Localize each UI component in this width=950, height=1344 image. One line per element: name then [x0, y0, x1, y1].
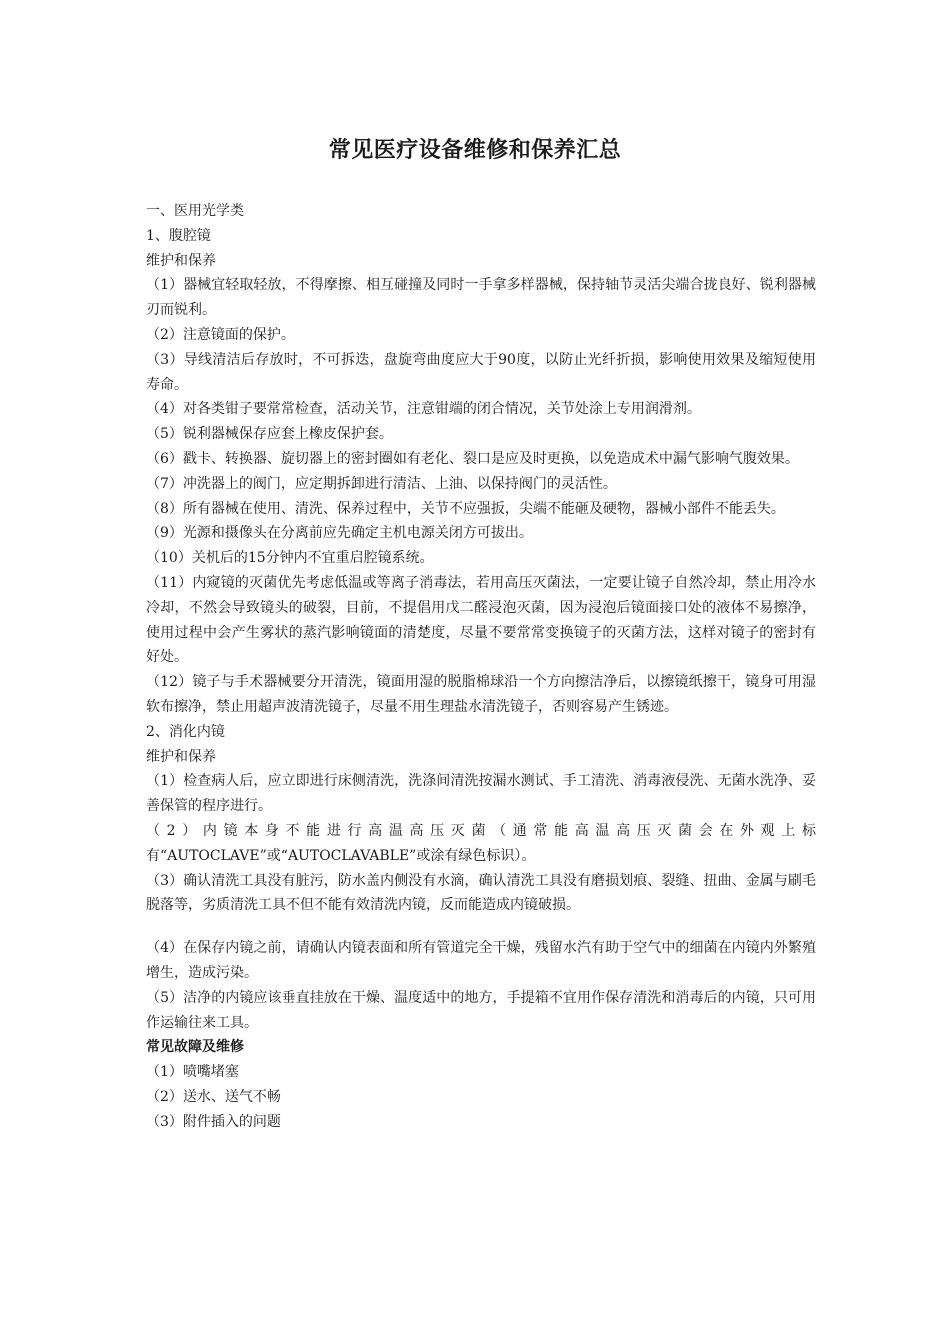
- document-title: 常见医疗设备维修和保养汇总: [328, 138, 622, 163]
- sub-heading: 维护和保养: [146, 252, 216, 269]
- list-item: （10）关机后的15分钟内不宜重启腔镜系统。: [146, 550, 434, 567]
- list-item: （6）戳卡、转换器、旋切器上的密封圈如有老化、裂口是应及时更换，以免造成术中漏气影响气腹效果。: [146, 450, 799, 467]
- list-item: （5）洁净的内镜应该垂直挂放在干燥、温度适中的地方，手提箱不宜用作保存清洗和消毒后的内镜，只可用作运输往来工具。: [146, 989, 816, 1031]
- item-heading: 2、消化内镜: [146, 723, 225, 740]
- list-item: （8）所有器械在使用、清洗、保养过程中，关节不应强扳，尖端不能砸及硬物，器械小部件不能丢失。: [146, 500, 785, 517]
- list-item: （3）附件插入的问题: [146, 1113, 281, 1130]
- list-item: （7）冲洗器上的阀门，应定期拆卸进行清洁、上油、以保持阀门的灵活性。: [146, 475, 617, 492]
- list-item: （3）导线清洁后存放时，不可拆迭，盘旋弯曲度应大于90度，以防止光纤折损，影响使用效果及缩短使用寿命。: [146, 351, 816, 393]
- list-item: （1）喷嘴堵塞: [146, 1064, 239, 1081]
- sub-heading: 维护和保养: [146, 748, 216, 765]
- item-heading: 1、腹腔镜: [146, 227, 211, 244]
- list-item: （12）镜子与手术器械要分开清洗，镜面用湿的脱脂棉球沿一个方向擦洁净后，以擦镜纸擦干，镜身可用湿软布擦净，禁止用超声波清洗镜子，尽量不用生理盐水清洗镜子，否则容易产生锈迹。: [146, 674, 816, 715]
- section-heading: 一、医用光学类: [146, 203, 244, 219]
- list-item: （1）检查病人后，应立即进行床侧清洗，洗涤间清洗按漏水测试、手工清洗、消毒液侵洗、无菌水洗净、妥善保管的程序进行。: [146, 773, 816, 815]
- list-item: （2）内镜本身不能进行高温高压灭菌（通常能高温高压灭菌会在外观上标有“AUTOCLAVE”或“AUTOCLAVABLE”或涂有绿色标识）。: [146, 822, 816, 864]
- list-item: （11）内窥镜的灭菌优先考虑低温或等离子消毒法，若用高压灭菌法，一定要让镜子自然冷却，禁止用冷水冷却，不然会导致镜头的破裂，目前，不提倡用戊二醛浸泡灭菌，因为浸泡后镜面接口处的液体不易擦净，使用过程中会产生雾状的蒸汽影响镜面的清楚度，尽量不要常常变换镜子的灭菌方法，这样对镜子的密封有好处。: [146, 574, 816, 666]
- faults-heading: 常见故障及维修: [146, 1039, 244, 1056]
- list-item: （3）确认清洗工具没有脏污，防水盖内侧没有水滴，确认清洗工具没有磨损划痕、裂缝、扭曲、金属与刷毛脱落等，劣质清洗工具不但不能有效清洗内镜，反而能造成内镜破损。: [146, 872, 816, 914]
- list-item: （2）注意镜面的保护。: [146, 326, 295, 343]
- list-item: （2）送水、送气不畅: [146, 1088, 281, 1105]
- paragraph-gap: [146, 918, 816, 936]
- list-item: （1）器械宜轻取轻放，不得摩擦、相互碰撞及同时一手拿多样器械，保持轴节灵活尖端合拢良好、锐利器械刃而锐利。: [146, 277, 816, 319]
- list-item: （4）在保存内镜之前，请确认内镜表面和所有管道完全干燥，残留水汽有助于空气中的细菌在内镜内外繁殖增生，造成污染。: [146, 940, 816, 981]
- document-body: [146, 199, 816, 1134]
- list-item: （4）对各类钳子要常常检查，活动关节，注意钳端的闭合情况，关节处涂上专用润滑剂。: [146, 401, 701, 418]
- list-item: （9）光源和摄像头在分离前应先确定主机电源关闭方可拔出。: [146, 525, 533, 542]
- list-item: （5）锐利器械保存应套上橡皮保护套。: [146, 426, 393, 443]
